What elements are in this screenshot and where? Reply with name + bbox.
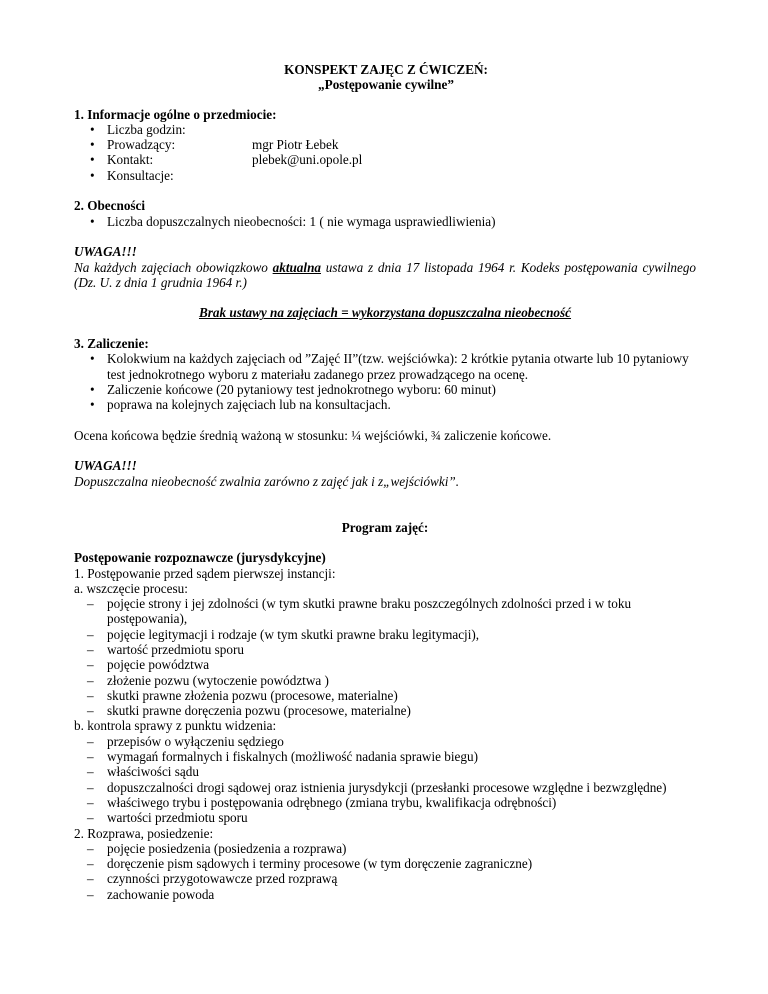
attendance-item: • Liczba dopuszczalnych nieobecności: 1 ( nie wymaga usprawiedliwienia) [90,213,496,229]
attendance-list [74,214,696,229]
warning-heading: UWAGA!!! [74,244,137,260]
dash-icon: – [87,596,94,612]
program-sub-a: a. wszczęcie procesu: [74,580,188,596]
list-item: – czynności przygotowawcze przed rozprawą [87,871,338,887]
credit-item: • poprawa na kolejnych zajęciach lub na konsultacjach. [90,397,391,413]
dash-icon: – [87,840,94,856]
list-item: – doręczenie pism sądowych i terminy procesowe (w tym doręczenie zagraniczne) [87,856,533,872]
list-item: – pojęcie powództwa [87,657,210,673]
program-part-title: Postępowanie rozpoznawcze (jurysdykcyjne) [74,550,326,566]
bullet-icon: • [90,152,95,168]
list-item: – pojęcie legitymacji i rodzaje (w tym skutki prawne braku legitymacji), [87,626,480,642]
dash-icon: – [87,779,94,795]
dash-icon: – [87,764,94,780]
list-item: – właściwości sądu [87,764,199,780]
list-item: – złożenie pozwu (wytoczenie powództwa ) [87,672,329,688]
list-item: – przepisów o wyłączeniu sędziego [87,733,284,749]
document-title: KONSPEKT ZAJĘC Z ĆWICZEŃ: [284,62,488,77]
dash-icon: – [87,687,94,703]
dash-icon: – [87,626,94,642]
dash-icon: – [87,641,94,657]
info-item-hours: • Liczba godzin: [90,121,186,137]
warning2-text: Dopuszczalna nieobecność zwalnia zarówno z zajęć jak i z„wejściówki”. [74,473,459,489]
section-credit-heading: 3. Zaliczenie: [74,336,149,352]
list-item: – dopuszczalności drogi sądowej oraz istnienia jurysdykcji (przesłanki procesowe względne i bezwzględne) [87,779,667,795]
warning-text: Na każdych zajęciach obowiązkowo aktualna ustawa z dnia 17 listopada 1964 r. Kodeks postępowania cywilnego (Dz. U. z dnia 1 grudnia 1964 r.) [74,259,697,290]
section-attendance-heading: 2. Obecności [74,198,146,214]
program-line-1: 1. Postępowanie przed sądem pierwszej instancji: [74,565,336,581]
credit-list [74,351,696,412]
teacher-name: mgr Piotr Łebek [252,137,339,153]
program-line-2: 2. Rozprawa, posiedzenie: [74,825,214,841]
notice-line: Brak ustawy na zajęciach = wykorzystana dopuszczalna nieobecność [198,305,572,321]
list-item: – właściwego trybu i postępowania odrębnego (zmiana trybu, kwalifikacja odrębności) [87,794,557,810]
dash-icon: – [87,886,94,902]
bullet-icon: • [90,213,95,229]
contact-email: plebek@uni.opole.pl [252,152,363,168]
general-info-list [74,122,696,183]
dash-icon: – [87,733,94,749]
dash-icon: – [87,871,94,887]
bullet-icon: • [90,121,95,137]
list-item: – wymagań formalnych i fiskalnych (możliwość nadania sprawie biegu) [87,749,478,765]
info-item-contact: • Kontakt: plebek@uni.opole.pl [90,152,363,168]
emphasis-current: aktualna [272,259,321,275]
program-list-b [74,734,696,826]
dash-icon: – [87,856,94,872]
list-item: – pojęcie strony i jej zdolności (w tym skutki prawne braku poszczególnych zdolności przed i w toku postępowania), [87,596,632,627]
list-item: – zachowanie powoda [87,886,215,902]
info-item-teacher: • Prowadzący: mgr Piotr Łebek [90,137,339,153]
list-item: – skutki prawne złożenia pozwu (procesowe, materialne) [87,687,398,703]
document-page [74,62,696,902]
section-general-heading: 1. Informacje ogólne o przedmiocie: [74,106,277,122]
dash-icon: – [87,657,94,673]
program-list-2 [74,841,696,902]
dash-icon: – [87,794,94,810]
bullet-icon: • [90,351,95,367]
program-heading: Program zajęć: [341,519,429,535]
list-item: – wartości przedmiotu sporu [87,810,248,826]
list-item: – wartość przedmiotu sporu [87,641,244,657]
bullet-icon: • [90,167,95,183]
credit-item: • Kolokwium na każdych zajęciach od ”Zajęć II”(tzw. wejściówka): 2 krótkie pytania otwarte lub 10 pytaniowy test jednokrotnego wyboru z materiału zadanego przez prowadzącego na ocenę. [90,351,689,382]
warning2-heading: UWAGA!!! [74,458,137,474]
dash-icon: – [87,672,94,688]
bullet-icon: • [90,397,95,413]
credit-item: • Zaliczenie końcowe (20 pytaniowy test jednokrotnego wyboru: 60 minut) [90,381,496,397]
dash-icon: – [87,810,94,826]
dash-icon: – [87,749,94,765]
document-subtitle: „Postępowanie cywilne” [318,77,454,93]
grading-text: Ocena końcowa będzie średnią ważoną w stosunku: ¼ wejściówki, ¾ zaliczenie końcowe. [74,427,552,443]
dash-icon: – [87,703,94,719]
list-item: – pojęcie posiedzenia (posiedzenia a rozprawa) [87,840,347,856]
list-item: – skutki prawne doręczenia pozwu (procesowe, materialne) [87,703,411,719]
program-list-a [74,596,696,718]
bullet-icon: • [90,137,95,153]
program-sub-b: b. kontrola sprawy z punktu widzenia: [74,718,277,734]
bullet-icon: • [90,381,95,397]
info-item-consultations: • Konsultacje: [90,167,174,183]
